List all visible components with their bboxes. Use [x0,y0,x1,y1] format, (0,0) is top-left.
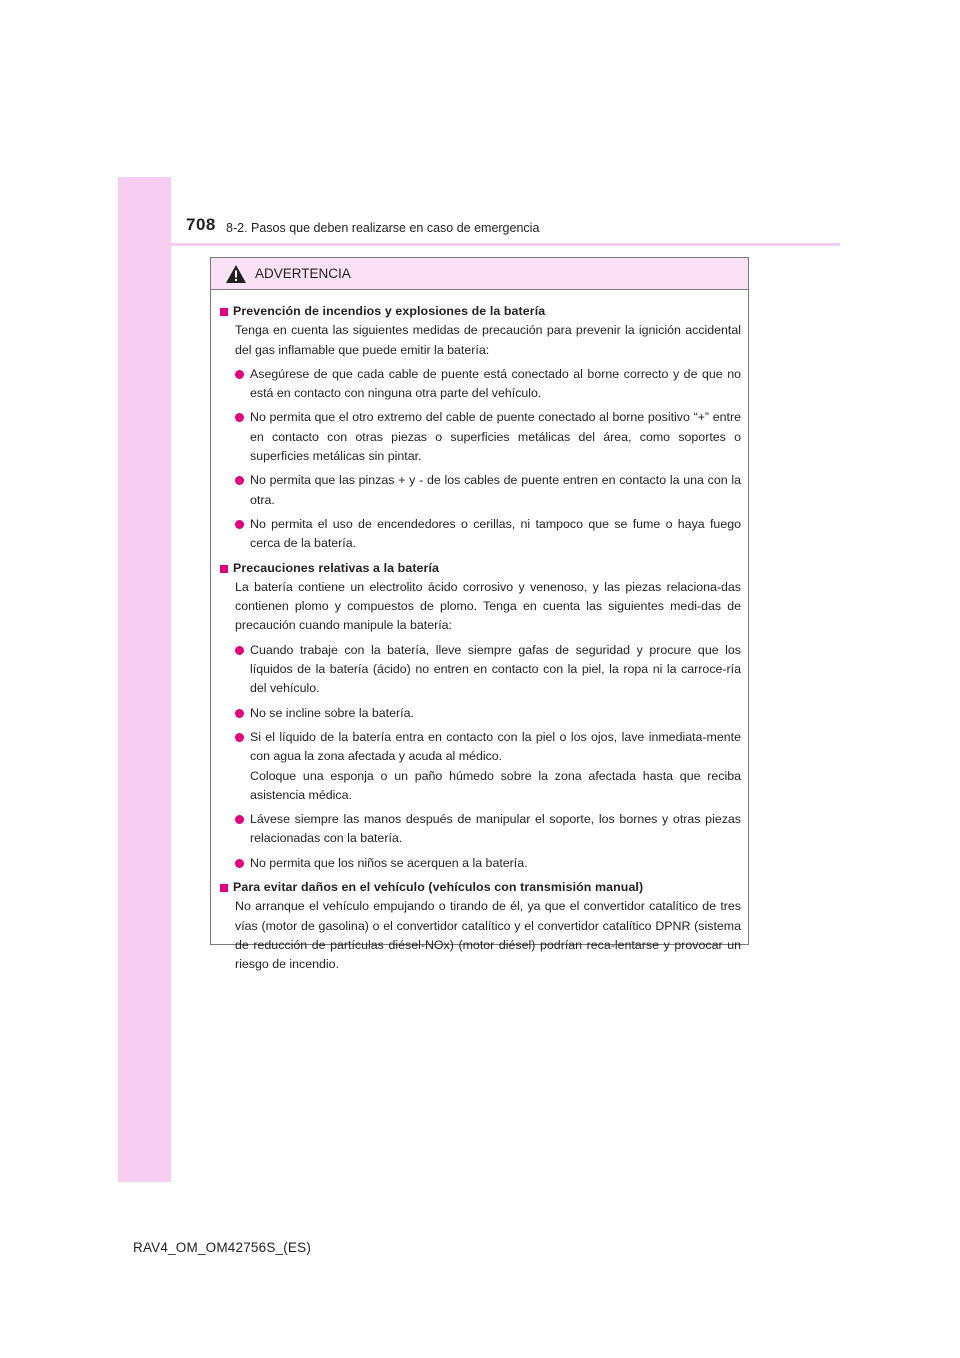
circle-bullet-icon [235,709,244,718]
bullet-text: Cuando trabaje con la batería, lleve siempre gafas de seguridad y procure que los líquidos de la batería (ácido) no entren en contacto con la piel, la ropa ni la carroce-ría del vehículo. [250,642,741,696]
bullet-text: No se incline sobre la batería. [250,705,414,720]
header-rule [118,243,840,246]
bullet-item [235,728,741,805]
bullet-text-block [250,641,741,699]
bullet-item [235,408,741,466]
bullet-text-block [250,515,741,554]
bullet-text-block [250,704,741,723]
bullet-text-block [250,810,741,849]
section-heading [218,302,741,321]
bullet-text-block [250,471,741,510]
square-bullet-icon [220,565,228,573]
bullet-text-block [250,854,741,873]
circle-bullet-icon [235,413,244,422]
bullet-item [235,854,741,873]
bullet-text: No permita que las pinzas + y - de los cables de puente entren en contacto la una con la otra. [250,473,741,507]
bullet-extra-text: Coloque una esponja o un paño húmedo sobre la zona afectada hasta que reciba asistencia médica. [250,768,741,802]
bullet-item [235,704,741,723]
section-paragraph: No arranque el vehículo empujando o tirando de él, ya que el convertidor catalítico de tres vías (motor de gasolina) o el convertidor catalítico y el convertidor catalítico DPNR (sistema de reducción de partículas diésel-NOx) (motor diésel) podrían reca-lentarse y provocar un riesgo de incendio. [235,899,741,972]
section-heading [218,559,741,578]
warning-box [210,257,749,972]
circle-bullet-icon [235,476,244,485]
bullet-text: Asegúrese de que cada cable de puente está conectado al borne correcto y de que no está en contacto con ninguna otra parte del vehículo. [250,366,741,401]
square-bullet-icon [220,884,228,892]
bullet-item [235,810,741,849]
bullet-item [235,641,741,699]
section-paragraph: Tenga en cuenta las siguientes medidas de precaución para prevenir la ignición accidental del gas inflamable que puede emitir la batería: [235,323,741,357]
bullet-item [235,365,741,404]
circle-bullet-icon [235,370,244,379]
warning-triangle-icon [225,264,247,284]
footer-document-code: RAV4_OM_OM42756S_(ES) [133,1240,312,1255]
bullet-text: No permita que los niños se acerquen a la batería. [250,855,528,870]
bullet-text-block [250,365,741,404]
circle-bullet-icon [235,815,244,824]
circle-bullet-icon [235,520,244,529]
section-title: 8-2. Pasos que deben realizarse en caso de emergencia [226,221,540,235]
section-paragraph: La batería contiene un electrolito ácido corrosivo y venenoso, y las piezas relaciona-das contienen plomo y compuestos de plomo. Tenga en cuenta las siguientes medi-das de precaución cuando manipule la batería: [235,579,741,633]
bullet-text: No permita el uso de encendedores o cerillas, ni tampoco que se fume o haya fuego cerca de la batería. [250,516,741,551]
section-heading-text: Prevención de incendios y explosiones de la batería [233,304,546,318]
bullet-item [235,515,741,554]
section-heading-text: Para evitar daños en el vehículo (vehículos con transmisión manual) [233,880,644,895]
bullet-text: Si el líquido de la batería entra en contacto con la piel o los ojos, lave inmediata-mente con agua la zona afectada y acuda al médico. [250,729,741,764]
warning-header [211,258,748,290]
bullet-text: No permita que el otro extremo del cable de puente conectado al borne positivo “+” entre en contacto con otras piezas o superficies metálicas del área, como soportes o superficies metálicas sin pintar. [250,410,741,464]
circle-bullet-icon [235,733,244,742]
side-tab-band [118,177,171,1182]
bullet-text: Lávese siempre las manos después de manipular el soporte, los bornes y otras piezas relacionadas con la batería. [250,812,741,846]
circle-bullet-icon [235,646,244,655]
warning-title: ADVERTENCIA [255,266,351,281]
bullet-text-block [250,728,741,805]
section-heading [218,878,741,897]
section-heading-text: Precauciones relativas a la batería [233,560,439,575]
page-number: 708 [186,215,216,234]
warning-body [211,290,748,975]
bullet-text-block [250,408,741,466]
circle-bullet-icon [235,859,244,868]
square-bullet-icon [220,308,228,316]
bullet-item [235,471,741,510]
